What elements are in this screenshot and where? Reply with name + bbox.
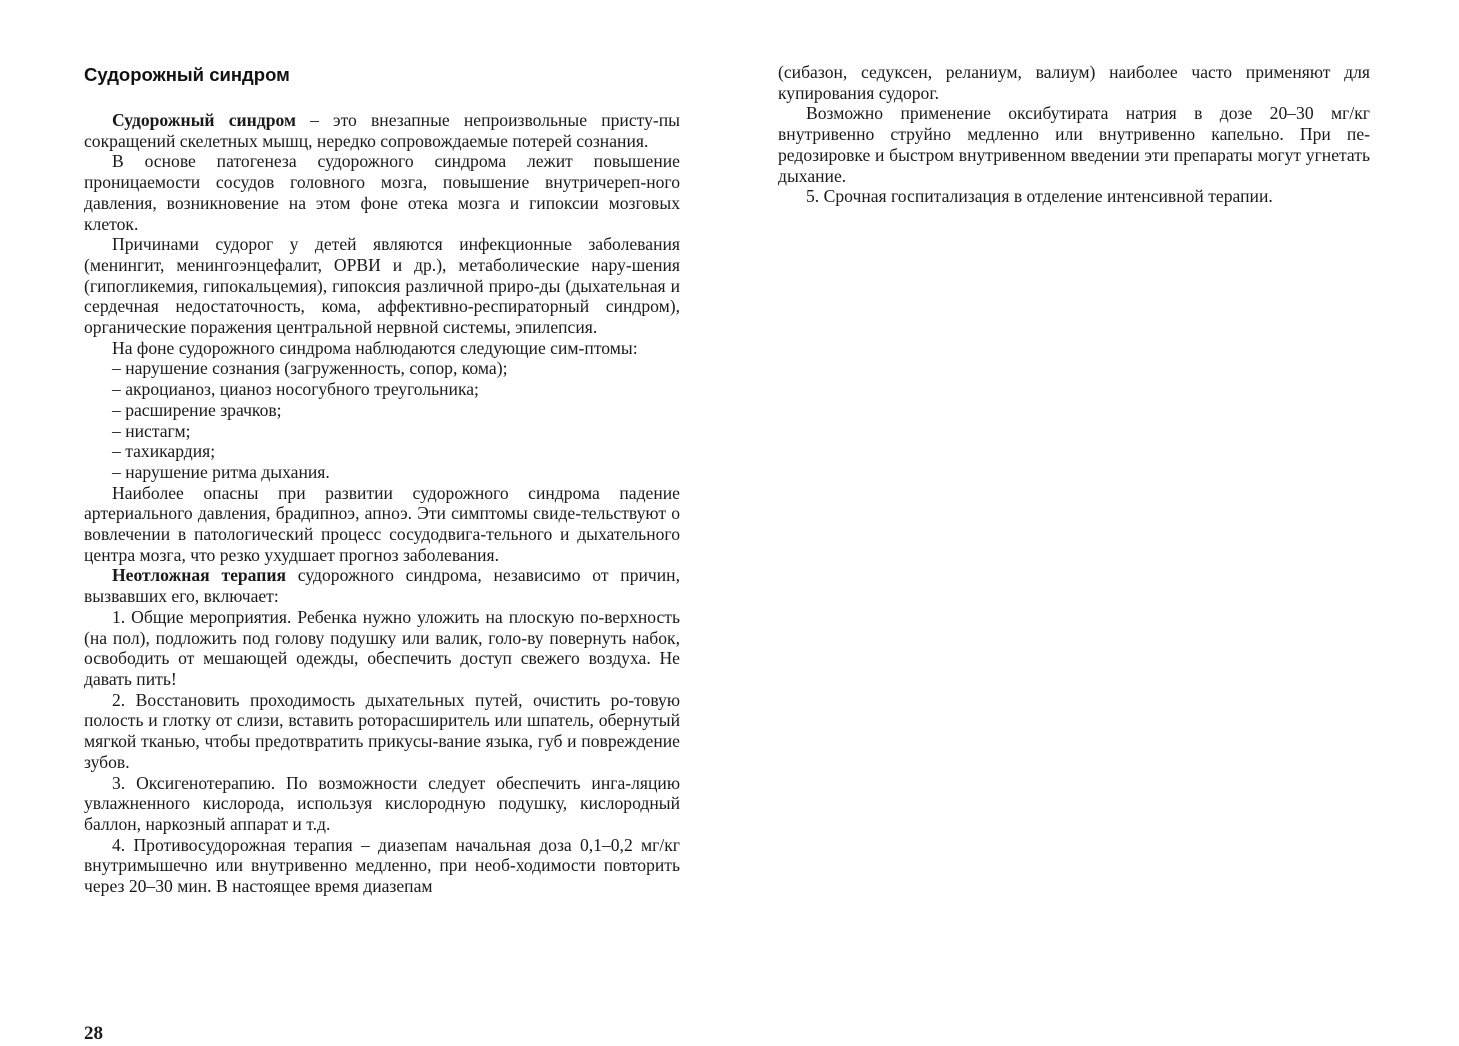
therapy-step-5: 5. Срочная госпитализация в отделение интенсивной терапии. (806, 186, 1273, 207)
symptom-item: – нистагм; (112, 420, 191, 441)
emergency-therapy-paragraph (84, 565, 680, 606)
symptoms-intro-paragraph: На фоне судорожного синдрома наблюдаются следующие сим-птомы: (112, 337, 638, 358)
symptom-item: – акроцианоз, цианоз носогубного треугольника; (112, 379, 479, 400)
therapy-step-1: 1. Общие мероприятия. Ребенка нужно уложить на плоскую по-верхность (на пол), подложить под голову подушку или валик, голо-ву повернуть набок, освободить от мешающей одежды, обеспечить доступ свежего воздуха. Не давать пить! (84, 606, 680, 689)
diazepam-continuation-paragraph: (сибазон, седуксен, реланиум, валиум) наиболее часто применяют для купирования судорог. (778, 62, 1370, 103)
pathogenesis-paragraph: В основе патогенеза судорожного синдрома лежит повышение проницаемости сосудов головного мозга, повышение внутричереп-ного давления, возникновение на этом фоне отека мозга и гипоксии мозговых клеток. (84, 151, 680, 234)
definition-text: – это внезапные непроизвольные присту-пы сокращений скелетных мышц, нередко сопровождаемые потерей сознания. (84, 110, 680, 151)
symptom-item: – расширение зрачков; (112, 399, 282, 420)
left-page-body (84, 110, 680, 897)
symptom-item: – нарушение ритма дыхания. (112, 461, 330, 482)
right-page-body (778, 62, 1370, 207)
page-number: 28 (84, 1023, 103, 1044)
definition-paragraph (84, 110, 680, 151)
oxybutyrate-paragraph: Возможно применение оксибутирата натрия в дозе 20–30 мг/кг внутривенно струйно медленно или внутривенно капельно. При пе-редозировке и быстром внутривенном введении эти препараты могут угнетать дыхание. (778, 103, 1370, 186)
causes-paragraph: Причинами судорог у детей являются инфекционные заболевания (менингит, менингоэнцефалит, ОРВИ и др.), метаболические нару-шения (гипогликемия, гипокальцемия), гипоксия различной приро-ды (дыхательная и сердечная недостаточность, кома, аффективно-респираторный синдром), органические поражения центральной нервной системы, эпилепсия. (84, 234, 680, 338)
symptom-item: – нарушение сознания (загруженность, сопор, кома); (112, 358, 508, 379)
therapy-step-2: 2. Восстановить проходимость дыхательных путей, очистить ро-товую полость и глотку от слизи, вставить роторасширитель или шпатель, обернутый мягкой тканью, чтобы предотвратить прикусы-вание языка, губ и повреждение зубов. (84, 689, 680, 772)
therapy-step-3: 3. Оксигенотерапию. По возможности следует обеспечить инга-ляцию увлажненного кислорода, используя кислородную подушку, кислородный баллон, наркозный аппарат и т.д. (84, 772, 680, 834)
emergency-therapy-term: Неотложная терапия (112, 565, 287, 586)
definition-term: Судорожный синдром (112, 110, 296, 130)
therapy-step-4: 4. Противосудорожная терапия – диазепам начальная доза 0,1–0,2 мг/кг внутримышечно или внутривенно медленно, при необ-ходимости повторить через 20–30 мин. В настоящее время диазепам (84, 834, 680, 897)
danger-paragraph: Наиболее опасны при развитии судорожного синдрома падение артериального давления, брадипноэ, апноэ. Эти симптомы свиде-тельствуют о вовлечении в патологический процесс сосудодвига-тельного и дыхательного центра мозга, что резко ухудшает прогноз заболевания. (84, 482, 680, 565)
emergency-therapy-text: судорожного синдрома, независимо от причин, вызвавших его, включает: (84, 565, 680, 607)
section-heading: Судорожный синдром (84, 64, 290, 85)
symptom-item: – тахикардия; (112, 441, 216, 462)
